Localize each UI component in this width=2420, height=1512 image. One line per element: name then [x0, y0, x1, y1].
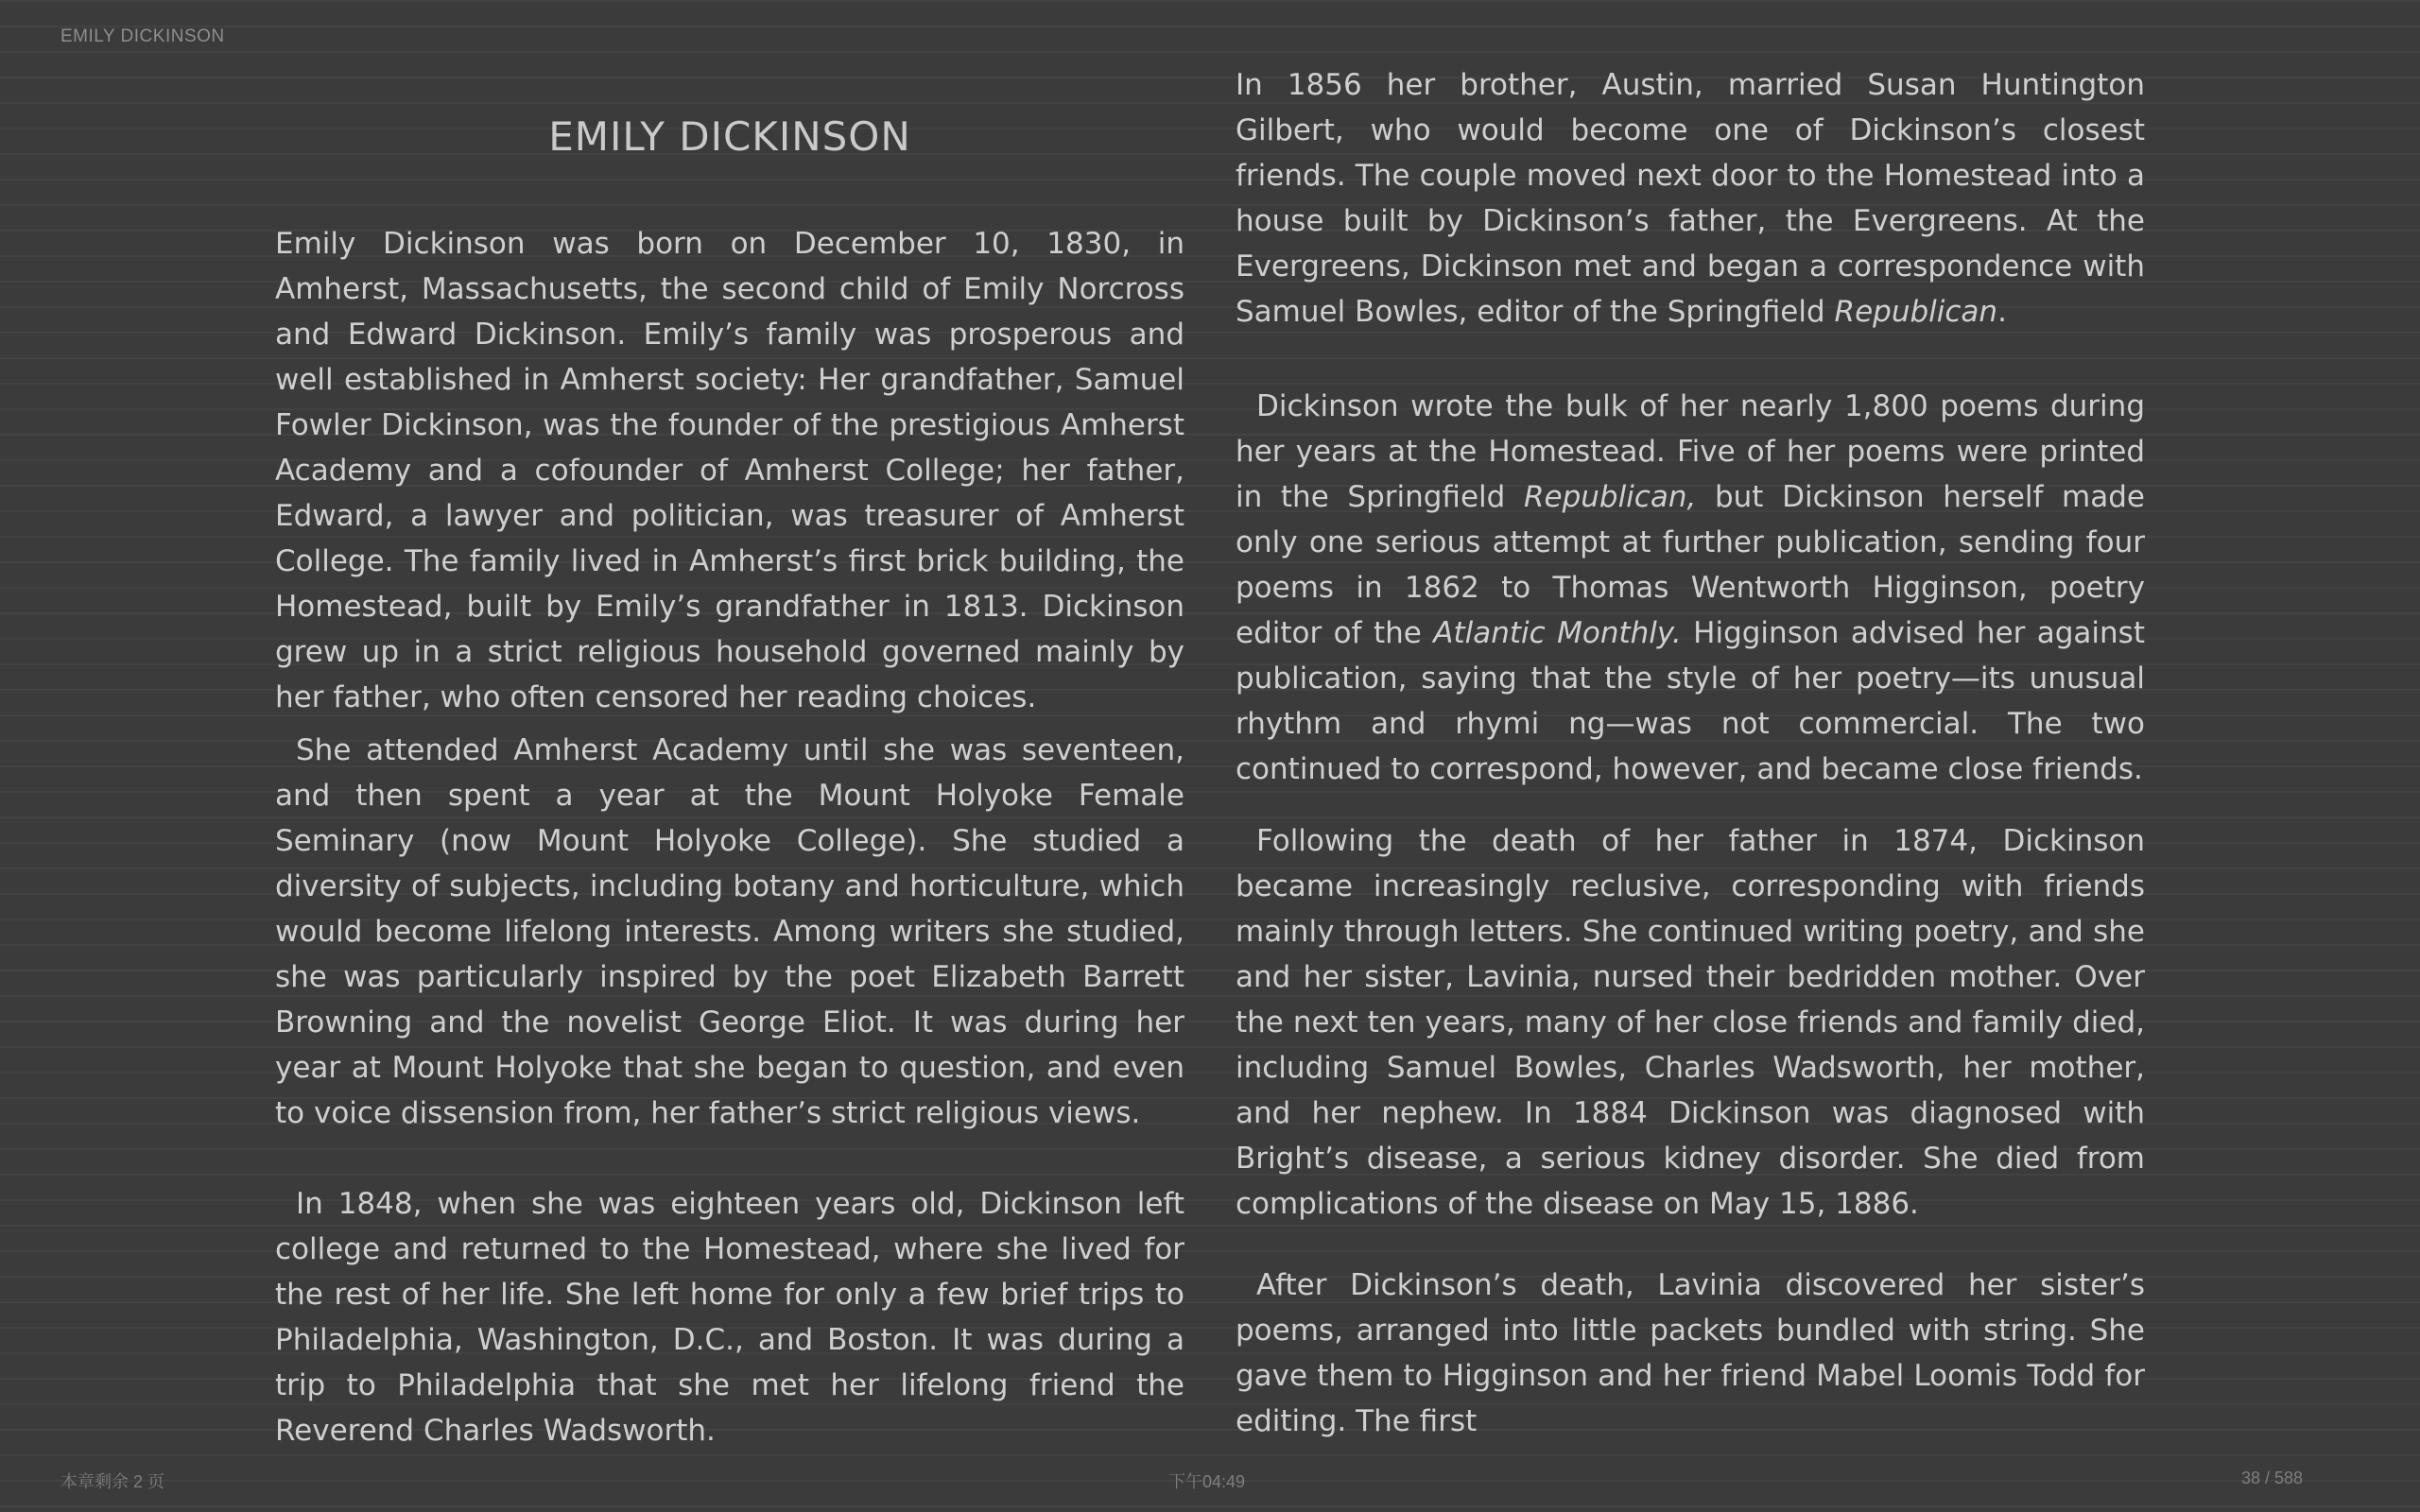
paragraph-poems-text-a: Dickinson wrote the bulk of her nearly 1,800 poems during her years at the Homestead. Five of her poems were printed in the Springfield: [1236, 389, 2145, 514]
clock-time: 下午04:49: [1168, 1472, 1246, 1491]
republican-title-2: Republican,: [1523, 480, 1697, 514]
paragraph-discovery: [1236, 1263, 2145, 1444]
running-header: EMILY DICKINSON: [60, 26, 225, 46]
chapter-title: EMILY DICKINSON: [548, 113, 911, 160]
paragraph-discovery-text: After Dickinson’s death, Lavinia discovered her sister’s poems, arranged into little packets bundled with string. She gave them to Higginson and her friend Mabel Loomis Todd for editing. The first: [1236, 1268, 2145, 1438]
page-indicator: 38 / 588: [2240, 1469, 2303, 1487]
paragraph-poems: [1236, 384, 2145, 792]
republican-title: Republican: [1834, 295, 1998, 329]
paragraph-reclusive-text: Following the death of her father in 1874, Dickinson became increasingly reclusive, corresponding with friends mainly through letters. She continued writing poetry, and she and her sister, Lavinia, nursed their bedridden mother. Over the next ten years, many of her close friends and family died, including Samuel Bowles, Charles Wadsworth, her mother, and her nephew. In 1884 Dickinson was diagnosed with Bright’s disease, a serious kidney disorder. She died from complications of the disease on May 15, 1886.: [1236, 824, 2145, 1221]
paragraph-poems-text-c: Higginson advised her against publication, saying that the style of her poetry—its unusual rhythm and rhymi ng—was not commercial. The two continued to correspond, however, and became close friends.: [1236, 616, 2145, 786]
paragraph-birth: Emily Dickinson was born on December 10, 1830, in Amherst, Massachusetts, the second child of Emily Norcross and Edward Dickinson. Emily’s family was prosperous and well established in Amherst society: Her grandfather, Samuel Fowler Dickinson, was the founder of the prestigious Amherst Academy and a cofounder of Amherst College; her father, Edward, a lawyer and politician, was treasurer of Amherst College. The family lived in Amherst’s first brick building, the Homestead, built by Emily’s grandfather in 1813. Dickinson grew up in a strict religious household governed mainly by her father, who often censored her reading choices.: [275, 227, 1184, 714]
atlantic-monthly-title: Atlantic Monthly.: [1433, 616, 1682, 650]
paragraph-austin-marriage: [1236, 62, 2145, 335]
paragraph-poems-text-b: but Dickinson herself made only one serious attempt at further publication, sending four poems in 1862 to Thomas Wentworth Higginson, poetry editor of the: [1236, 480, 2146, 650]
paragraph-education-text: She attended Amherst Academy until she was seventeen, and then spent a year at the Mount Holyoke Female Seminary (now Mount Holyoke College). She studied a diversity of subjects, including botany and horticulture, which would become lifelong interests. Among writers she studied, she was particularly inspired by the poet Elizabeth Barrett Browning and the novelist George Eliot. It was during her year at Mount Holyoke that she began to question, and even to voice dissension from, her father’s strict religious views.: [275, 733, 1184, 1130]
paragraph-homestead-return: [275, 1181, 1184, 1453]
paragraph-austin-end: .: [1997, 295, 2007, 329]
chapter-remaining-pages: 本章剩余 2 页: [60, 1472, 165, 1491]
paragraph-reclusive: [1236, 818, 2145, 1227]
paragraph-austin-text: In 1856 her brother, Austin, married Susan Huntington Gilbert, who would become one of Dickinson’s closest friends. The couple moved next door to the Homestead into a house built by Dickinson’s father, the Evergreens. At the Evergreens, Dickinson met and began a correspondence with Samuel Bowles, editor of the Springfield: [1236, 68, 2145, 329]
paragraph-education: [275, 728, 1184, 1136]
paragraph-homestead-return-text: In 1848, when she was eighteen years old, Dickinson left college and returned to the Homestead, where she lived for the rest of her life. She left home for only a few brief trips to Philadelphia, Washington, D.C., and Boston. It was during a trip to Philadelphia that she met her lifelong friend the Reverend Charles Wadsworth.: [275, 1187, 1184, 1448]
